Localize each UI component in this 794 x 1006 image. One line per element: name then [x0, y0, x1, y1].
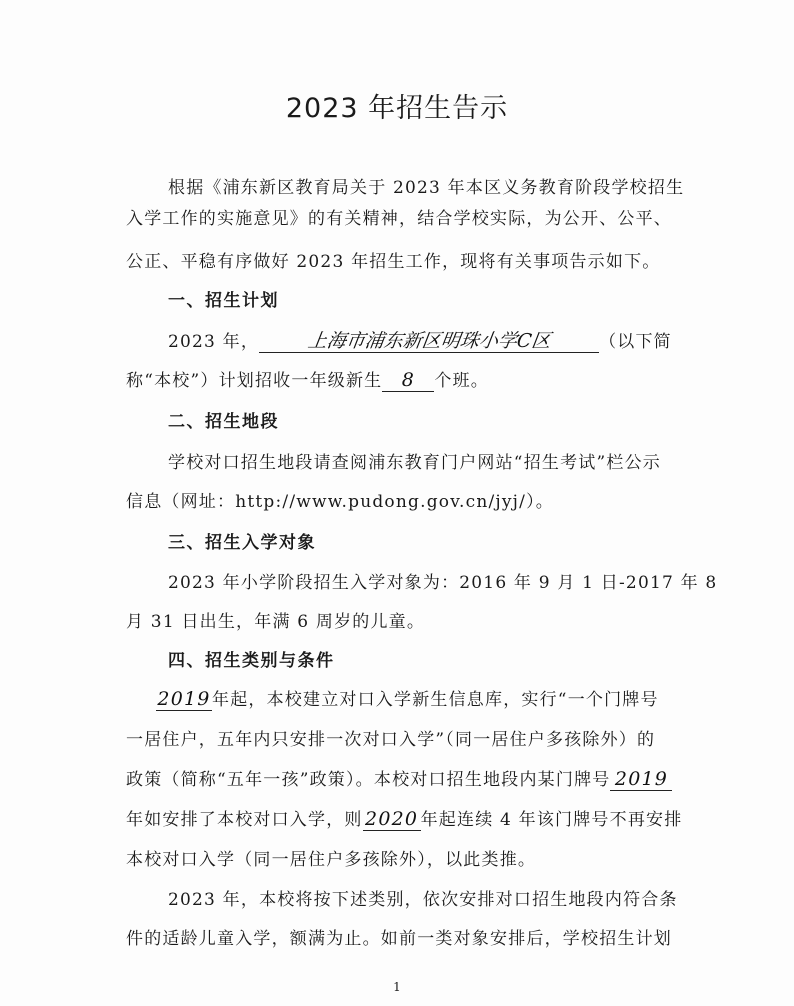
section-3-line-1: 2023 年小学阶段招生入学对象为：2016 年 9 月 1 日-2017 年 8 [168, 573, 718, 593]
section-1-line-2-prefix: 称“本校”）计划招收一年级新生 [126, 371, 383, 391]
section-4-line-3 [126, 769, 672, 791]
section-3-heading: 三、招生入学对象 [168, 533, 316, 553]
class-count-handwritten: 8 [401, 369, 416, 391]
year-handwritten-3: 2020 [365, 808, 419, 830]
class-count-field [382, 370, 434, 392]
section-1-line-1 [168, 331, 672, 353]
section-4-line-4-prefix: 年如安排了本校对口入学，则 [126, 810, 363, 830]
page-number: 1 [393, 980, 401, 994]
year-field-1 [156, 689, 212, 711]
section-1-prefix: 2023 年， [168, 332, 260, 352]
section-4-line-4 [126, 809, 682, 831]
section-1-line-2 [126, 370, 489, 392]
section-4-line-5: 本校对口入学（同一居住户多孩除外），以此类推。 [126, 850, 537, 870]
section-1-suffix: （以下简 [599, 332, 672, 352]
school-name-field [259, 331, 599, 353]
section-4-heading: 四、招生类别与条件 [168, 651, 335, 671]
section-1-line-2-suffix: 个班。 [434, 371, 489, 391]
section-4-line-2: 一居住户，五年内只安排一次对口入学”（同一居住户多孩除外）的 [126, 730, 656, 750]
section-4-line-1-rest: 年起，本校建立对口入学新生信息库，实行“一个门牌号 [212, 690, 659, 710]
section-4-para-2-line-2: 件的适龄儿童入学，额满为止。如前一类对象安排后，学校招生计划 [126, 929, 672, 949]
intro-line-2: 入学工作的实施意见》的有关精神，结合学校实际，为公开、公平、 [126, 209, 672, 229]
section-2-line-2: 信息（网址：http://www.pudong.gov.cn/jyj/）。 [126, 492, 554, 512]
section-4-para-2-line-1: 2023 年，本校将按下述类别，依次安排对口招生地段内符合条 [168, 890, 678, 910]
year-field-3 [363, 809, 421, 831]
intro-line-3: 公正、平稳有序做好 2023 年招生工作，现将有关事项告示如下。 [126, 252, 661, 272]
section-4-line-3-prefix: 政策（简称“五年一孩”政策）。本校对口招生地段内某门牌号 [126, 770, 611, 790]
year-field-2 [610, 769, 672, 791]
section-3-line-2: 月 31 日出生，年满 6 周岁的儿童。 [126, 612, 426, 632]
intro-line-1: 根据《浦东新区教育局关于 2023 年本区义务教育阶段学校招生 [168, 178, 685, 198]
section-1-heading: 一、招生计划 [168, 291, 279, 311]
section-2-line-1: 学校对口招生地段请查阅浦东教育门户网站“招生考试”栏公示 [168, 453, 661, 473]
section-4-line-1 [156, 689, 659, 711]
school-name-handwritten: 上海市浦东新区明珠小学C区 [306, 330, 552, 352]
year-handwritten-1: 2019 [157, 688, 211, 710]
year-handwritten-2: 2019 [614, 768, 669, 790]
page-title: 2023 年招生告示 [285, 93, 509, 124]
section-2-heading: 二、招生地段 [168, 412, 279, 432]
section-4-line-4-suffix: 年起连续 4 年该门牌号不再安排 [420, 810, 683, 830]
